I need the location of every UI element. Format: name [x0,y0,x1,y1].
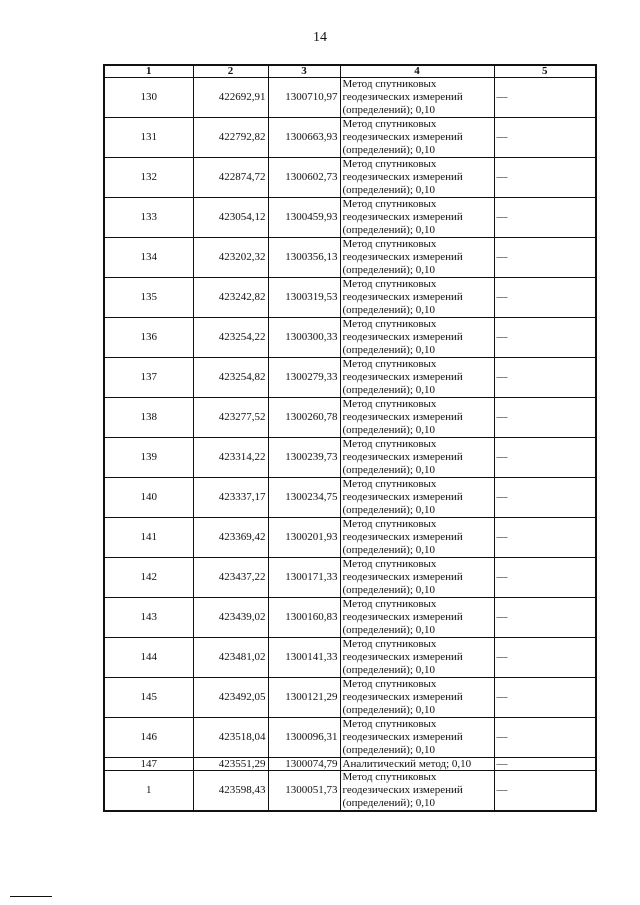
point-number-cell: 147 [104,758,193,771]
x-coordinate-cell: 423492,05 [193,678,268,718]
method-cell: Метод спутниковых геодезических измерений (определений); 0,10 [340,518,494,558]
x-coordinate-cell: 423254,22 [193,318,268,358]
note-cell: — [494,318,596,358]
point-number-cell: 1 [104,771,193,812]
point-number-cell: 134 [104,238,193,278]
coordinates-table [103,64,597,812]
method-cell: Метод спутниковых геодезических измерений (определений); 0,10 [340,438,494,478]
table-header-row [104,65,596,78]
table-row [104,598,596,638]
point-number-cell: 146 [104,718,193,758]
table-row [104,758,596,771]
x-coordinate-cell: 422692,91 [193,78,268,118]
note-cell: — [494,278,596,318]
point-number-cell: 140 [104,478,193,518]
y-coordinate-cell: 1300663,93 [268,118,340,158]
note-cell: — [494,398,596,438]
note-cell: — [494,598,596,638]
x-coordinate-cell: 423437,22 [193,558,268,598]
y-coordinate-cell: 1300710,97 [268,78,340,118]
point-number-cell: 139 [104,438,193,478]
x-coordinate-cell: 423254,82 [193,358,268,398]
y-coordinate-cell: 1300234,75 [268,478,340,518]
note-cell: — [494,518,596,558]
note-cell: — [494,238,596,278]
table-row [104,238,596,278]
point-number-cell: 130 [104,78,193,118]
table-row [104,158,596,198]
point-number-cell: 135 [104,278,193,318]
point-number-cell: 132 [104,158,193,198]
y-coordinate-cell: 1300260,78 [268,398,340,438]
point-number-cell: 133 [104,198,193,238]
note-cell: — [494,478,596,518]
footer-rule [10,896,52,897]
note-cell: — [494,638,596,678]
header-col-5: 5 [494,65,596,78]
point-number-cell: 145 [104,678,193,718]
y-coordinate-cell: 1300096,31 [268,718,340,758]
y-coordinate-cell: 1300300,33 [268,318,340,358]
x-coordinate-cell: 423314,22 [193,438,268,478]
table-row [104,678,596,718]
method-cell: Метод спутниковых геодезических измерений (определений); 0,10 [340,78,494,118]
note-cell: — [494,438,596,478]
header-col-2: 2 [193,65,268,78]
y-coordinate-cell: 1300201,93 [268,518,340,558]
table-row [104,118,596,158]
table-row [104,318,596,358]
y-coordinate-cell: 1300279,33 [268,358,340,398]
method-cell: Метод спутниковых геодезических измерений (определений); 0,10 [340,358,494,398]
note-cell: — [494,158,596,198]
header-col-3: 3 [268,65,340,78]
method-cell: Метод спутниковых геодезических измерений (определений); 0,10 [340,771,494,812]
x-coordinate-cell: 423337,17 [193,478,268,518]
y-coordinate-cell: 1300602,73 [268,158,340,198]
note-cell: — [494,718,596,758]
method-cell: Метод спутниковых геодезических измерений (определений); 0,10 [340,678,494,718]
header-col-4: 4 [340,65,494,78]
note-cell: — [494,358,596,398]
x-coordinate-cell: 423242,82 [193,278,268,318]
note-cell: — [494,558,596,598]
table-row [104,398,596,438]
y-coordinate-cell: 1300356,13 [268,238,340,278]
table-body [104,78,596,812]
table-row [104,358,596,398]
table-row [104,198,596,238]
point-number-cell: 131 [104,118,193,158]
note-cell: — [494,678,596,718]
table-row [104,438,596,478]
x-coordinate-cell: 423439,02 [193,598,268,638]
x-coordinate-cell: 423369,42 [193,518,268,558]
point-number-cell: 136 [104,318,193,358]
point-number-cell: 138 [104,398,193,438]
note-cell: — [494,198,596,238]
x-coordinate-cell: 423551,29 [193,758,268,771]
y-coordinate-cell: 1300051,73 [268,771,340,812]
method-cell: Метод спутниковых геодезических измерений (определений); 0,10 [340,638,494,678]
table-row [104,558,596,598]
method-cell: Метод спутниковых геодезических измерений (определений); 0,10 [340,398,494,438]
point-number-cell: 137 [104,358,193,398]
method-cell: Метод спутниковых геодезических измерений (определений); 0,10 [340,718,494,758]
x-coordinate-cell: 422792,82 [193,118,268,158]
table-row [104,278,596,318]
method-cell: Метод спутниковых геодезических измерений (определений); 0,10 [340,118,494,158]
method-cell: Метод спутниковых геодезических измерений (определений); 0,10 [340,238,494,278]
method-cell: Аналитический метод; 0,10 [340,758,494,771]
x-coordinate-cell: 423277,52 [193,398,268,438]
x-coordinate-cell: 422874,72 [193,158,268,198]
note-cell: — [494,78,596,118]
point-number-cell: 144 [104,638,193,678]
method-cell: Метод спутниковых геодезических измерений (определений); 0,10 [340,318,494,358]
x-coordinate-cell: 423598,43 [193,771,268,812]
table-row [104,638,596,678]
table-row [104,518,596,558]
table-row [104,771,596,812]
method-cell: Метод спутниковых геодезических измерений (определений); 0,10 [340,158,494,198]
x-coordinate-cell: 423054,12 [193,198,268,238]
method-cell: Метод спутниковых геодезических измерений (определений); 0,10 [340,198,494,238]
method-cell: Метод спутниковых геодезических измерений (определений); 0,10 [340,558,494,598]
header-col-1: 1 [104,65,193,78]
table-row [104,78,596,118]
table-row [104,478,596,518]
y-coordinate-cell: 1300074,79 [268,758,340,771]
page-number: 14 [313,30,327,45]
y-coordinate-cell: 1300160,83 [268,598,340,638]
method-cell: Метод спутниковых геодезических измерений (определений); 0,10 [340,598,494,638]
point-number-cell: 143 [104,598,193,638]
x-coordinate-cell: 423481,02 [193,638,268,678]
note-cell: — [494,771,596,812]
table-row [104,718,596,758]
y-coordinate-cell: 1300121,29 [268,678,340,718]
point-number-cell: 141 [104,518,193,558]
y-coordinate-cell: 1300459,93 [268,198,340,238]
y-coordinate-cell: 1300319,53 [268,278,340,318]
point-number-cell: 142 [104,558,193,598]
method-cell: Метод спутниковых геодезических измерений (определений); 0,10 [340,478,494,518]
y-coordinate-cell: 1300239,73 [268,438,340,478]
method-cell: Метод спутниковых геодезических измерений (определений); 0,10 [340,278,494,318]
x-coordinate-cell: 423202,32 [193,238,268,278]
x-coordinate-cell: 423518,04 [193,718,268,758]
y-coordinate-cell: 1300171,33 [268,558,340,598]
y-coordinate-cell: 1300141,33 [268,638,340,678]
note-cell: — [494,758,596,771]
note-cell: — [494,118,596,158]
